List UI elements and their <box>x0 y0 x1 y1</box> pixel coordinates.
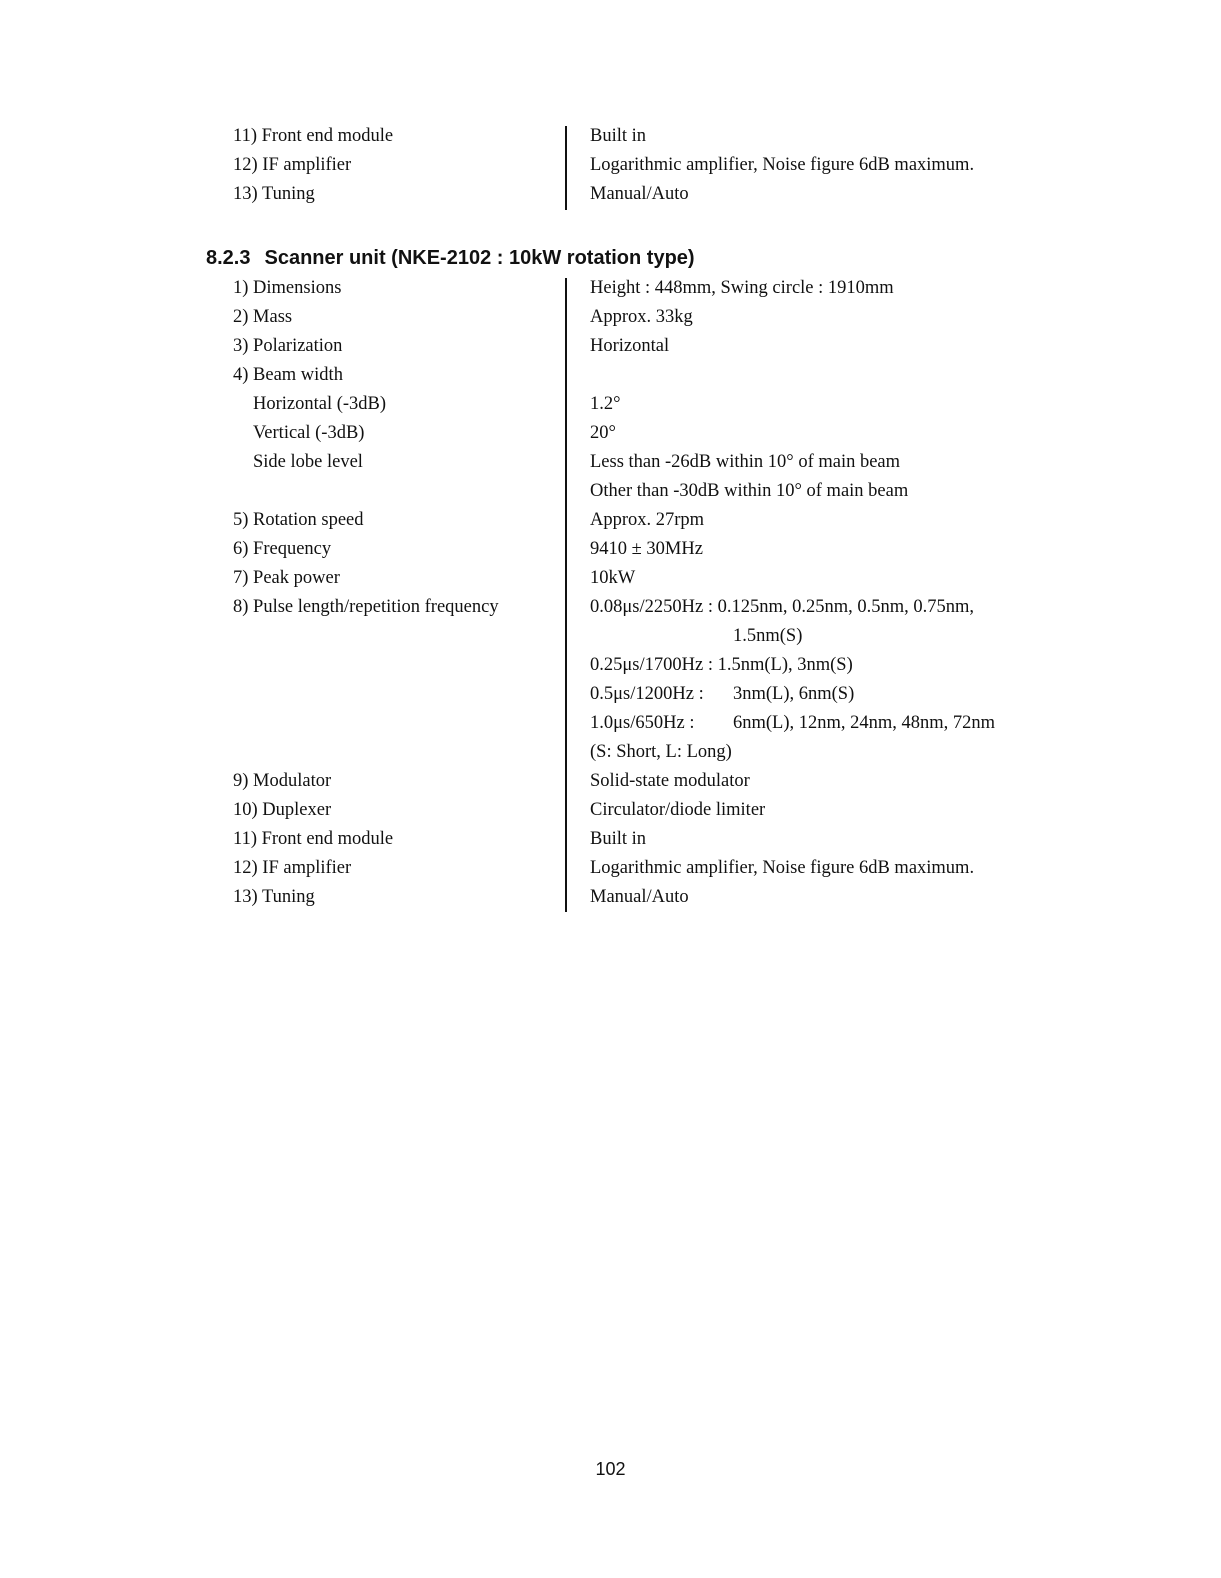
top-spec-table <box>0 122 1221 209</box>
spec-value-continuation: 1.5nm(S) <box>733 626 803 646</box>
spec-value: 0.25μs/1700Hz : 1.5nm(L), 3nm(S) <box>590 655 853 675</box>
pulse-setting: 1.0μs/650Hz : <box>590 713 695 733</box>
table-row <box>0 122 1221 151</box>
pulse-ranges: 3nm(L), 6nm(S) <box>733 684 855 704</box>
spec-label: 5) Rotation speed <box>233 510 364 530</box>
spec-label: 11) Front end module <box>233 829 394 849</box>
spec-label: 10) Duplexer <box>233 800 332 820</box>
table-row <box>0 361 1221 390</box>
spec-label: 9) Modulator <box>233 771 332 791</box>
spec-sublabel: Vertical (-3dB) <box>253 423 365 443</box>
spec-value: Solid-state modulator <box>590 771 750 791</box>
spec-value <box>590 709 996 738</box>
spec-value <box>590 680 855 709</box>
spec-value: 10kW <box>590 568 636 588</box>
table-row <box>0 448 1221 477</box>
spec-label: 11) Front end module <box>233 126 394 146</box>
spec-value: Built in <box>590 829 647 849</box>
spec-label: 3) Polarization <box>233 336 343 356</box>
spec-value: (S: Short, L: Long) <box>590 742 732 762</box>
spec-value: 20° <box>590 423 616 443</box>
table-row <box>0 274 1221 303</box>
spec-label: 12) IF amplifier <box>233 155 352 175</box>
table-row <box>0 332 1221 361</box>
spec-label: 13) Tuning <box>233 184 315 204</box>
table-row <box>0 680 1221 709</box>
table-row <box>0 854 1221 883</box>
table-row <box>0 303 1221 332</box>
spec-label: 7) Peak power <box>233 568 340 588</box>
spec-label: 1) Dimensions <box>233 278 342 298</box>
table-row <box>0 419 1221 448</box>
spec-value: Circulator/diode limiter <box>590 800 766 820</box>
table-row <box>0 825 1221 854</box>
spec-value: Logarithmic amplifier, Noise figure 6dB maximum. <box>590 858 975 878</box>
table-row <box>0 535 1221 564</box>
table-row <box>0 622 1221 651</box>
spec-value: Manual/Auto <box>590 184 689 204</box>
table-row <box>0 390 1221 419</box>
table-row <box>0 477 1221 506</box>
spec-value: 0.08μs/2250Hz : 0.125nm, 0.25nm, 0.5nm, 0.75nm, <box>590 597 975 617</box>
table-row <box>0 796 1221 825</box>
spec-value: 9410 ± 30MHz <box>590 539 703 559</box>
spec-label: 2) Mass <box>233 307 293 327</box>
spec-value: Built in <box>590 126 647 146</box>
spec-sublabel: Side lobe level <box>253 452 363 472</box>
table-row <box>0 180 1221 209</box>
spec-value: Horizontal <box>590 336 670 356</box>
table-row <box>0 767 1221 796</box>
spec-label: 6) Frequency <box>233 539 332 559</box>
table-row <box>0 593 1221 622</box>
spec-value: Approx. 27rpm <box>590 510 705 530</box>
table-row <box>0 151 1221 180</box>
table-row <box>0 651 1221 680</box>
spec-value: Other than -30dB within 10° of main beam <box>590 481 909 501</box>
section-heading <box>206 244 695 272</box>
table-row <box>0 506 1221 535</box>
table-row <box>0 709 1221 738</box>
spec-label: 4) Beam width <box>233 365 343 385</box>
section-number: 8.2.3 <box>206 247 251 269</box>
spec-label: 13) Tuning <box>233 887 315 907</box>
page-number: 102 <box>595 1459 626 1479</box>
spec-value: 1.2° <box>590 394 621 414</box>
spec-value: Approx. 33kg <box>590 307 693 327</box>
spec-sublabel: Horizontal (-3dB) <box>253 394 387 414</box>
spec-value: Manual/Auto <box>590 887 689 907</box>
spec-value: Logarithmic amplifier, Noise figure 6dB maximum. <box>590 155 975 175</box>
pulse-ranges: 6nm(L), 12nm, 24nm, 48nm, 72nm <box>733 713 996 733</box>
table-row <box>0 738 1221 767</box>
table-row <box>0 883 1221 912</box>
spec-label: 8) Pulse length/repetition frequency <box>233 597 499 617</box>
spec-value: Less than -26dB within 10° of main beam <box>590 452 901 472</box>
section-title: Scanner unit (NKE-2102 : 10kW rotation type) <box>264 247 695 269</box>
table-row <box>0 564 1221 593</box>
scanner-spec-table <box>0 274 1221 912</box>
spec-value: Height : 448mm, Swing circle : 1910mm <box>590 278 894 298</box>
spec-label: 12) IF amplifier <box>233 858 352 878</box>
pulse-setting: 0.5μs/1200Hz : <box>590 684 704 704</box>
